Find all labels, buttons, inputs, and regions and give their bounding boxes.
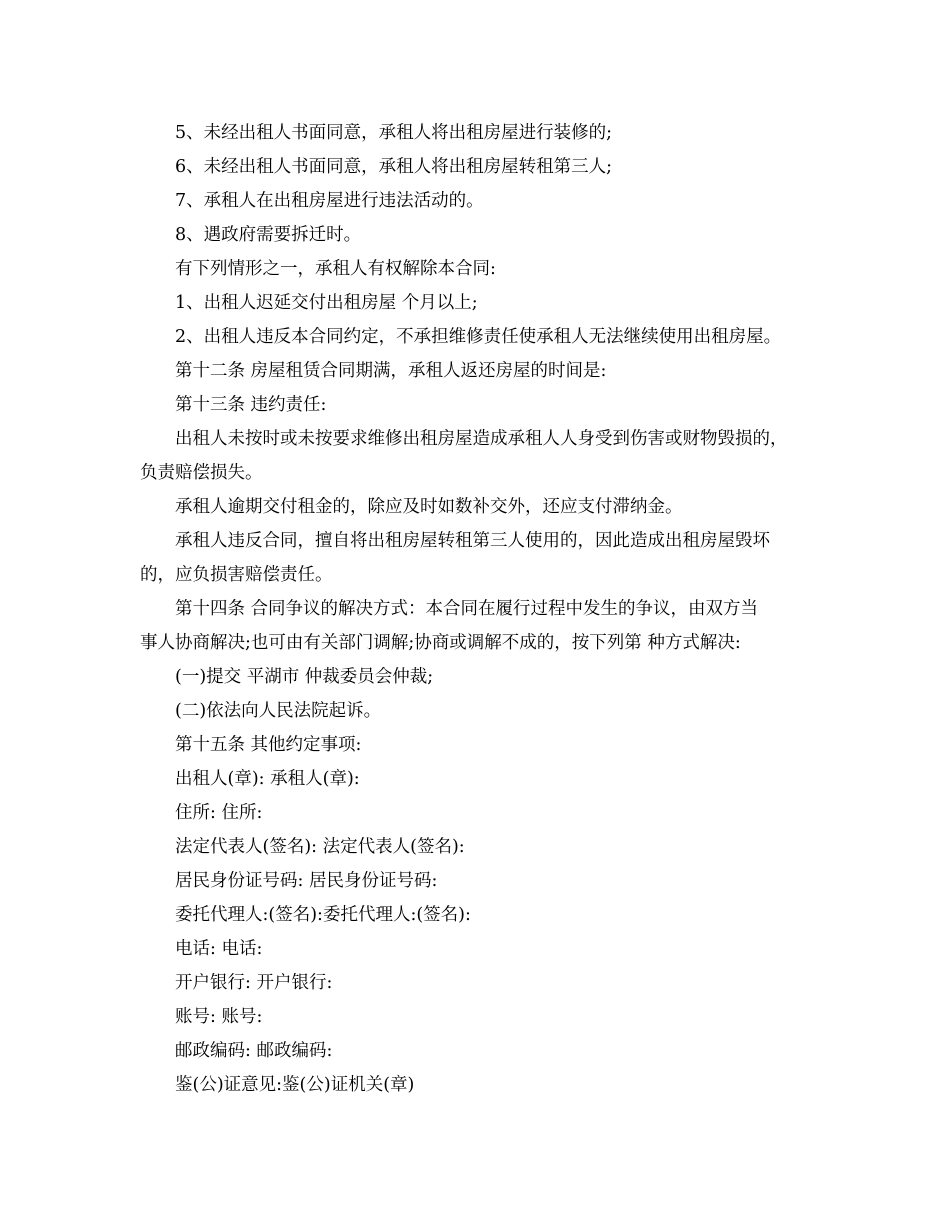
- tenant-termination-heading: 有下列情形之一，承租人有权解除本合同:: [175, 259, 496, 279]
- clause-item-5: 5、未经出租人书面同意，承租人将出租房屋进行装修的;: [175, 123, 613, 143]
- notarization-row: 鉴(公)证意见:鉴(公)证机关(章): [175, 1075, 415, 1095]
- clause-item-7: 7、承租人在出租房屋进行违法活动的。: [175, 191, 484, 211]
- sublet-liability-line-2: 的，应负损害赔偿责任。: [140, 565, 333, 585]
- article-12: 第十二条 房屋租赁合同期满，承租人返还房屋的时间是:: [175, 361, 607, 381]
- signature-seal-row: 出租人(章): 承租人(章):: [175, 769, 360, 789]
- article-14-paragraph: [140, 592, 812, 660]
- article-14-line-2: 事人协商解决;也可由有关部门调解;协商或调解不成的，按下列第 种方式解决:: [140, 633, 741, 653]
- liability-landlord-line-2: 负责赔偿损失。: [140, 463, 263, 483]
- id-number-row: 居民身份证号码: 居民身份证号码:: [175, 871, 438, 891]
- article-15: 第十五条 其他约定事项:: [175, 735, 362, 755]
- article-14-line-1: 第十四条 合同争议的解决方式：本合同在履行过程中发生的争议，由双方当: [175, 599, 759, 619]
- sublet-liability-paragraph: [140, 524, 812, 592]
- liability-landlord-line-1: 出租人未按时或未按要求维修出租房屋造成承租人人身受到伤害或财物毁损的，: [175, 429, 788, 449]
- liability-landlord-paragraph: [140, 422, 812, 490]
- agent-row: 委托代理人:(签名):委托代理人:(签名):: [175, 905, 471, 925]
- bank-row: 开户银行: 开户银行:: [175, 973, 333, 993]
- dispute-option-2: (二)依法向人民法院起诉。: [175, 701, 382, 721]
- legal-representative-row: 法定代表人(签名): 法定代表人(签名):: [175, 837, 465, 857]
- article-13: 第十三条 违约责任:: [175, 395, 327, 415]
- account-row: 账号: 账号:: [175, 1007, 263, 1027]
- postal-code-row: 邮政编码: 邮政编码:: [175, 1041, 333, 1061]
- clause-item-8: 8、遇政府需要拆迁时。: [175, 225, 362, 245]
- tenant-termination-item-1: 1、出租人迟延交付出租房屋 个月以上;: [175, 293, 478, 313]
- phone-row: 电话: 电话:: [175, 939, 263, 959]
- address-row: 住所: 住所:: [175, 803, 263, 823]
- sublet-liability-line-1: 承租人违反合同，擅自将出租房屋转租第三人使用的，因此造成出租房屋毁坏: [175, 531, 770, 551]
- late-rent-paragraph: 承租人逾期交付租金的，除应及时如数补交外，还应支付滞纳金。: [175, 497, 683, 517]
- document-body: [140, 116, 812, 1102]
- clause-item-6: 6、未经出租人书面同意，承租人将出租房屋转租第三人;: [175, 157, 613, 177]
- dispute-option-1: (一)提交 平湖市 仲裁委员会仲裁;: [175, 667, 434, 687]
- tenant-termination-item-2: 2、出租人违反本合同约定，不承担维修责任使承租人无法继续使用出租房屋。: [175, 327, 782, 347]
